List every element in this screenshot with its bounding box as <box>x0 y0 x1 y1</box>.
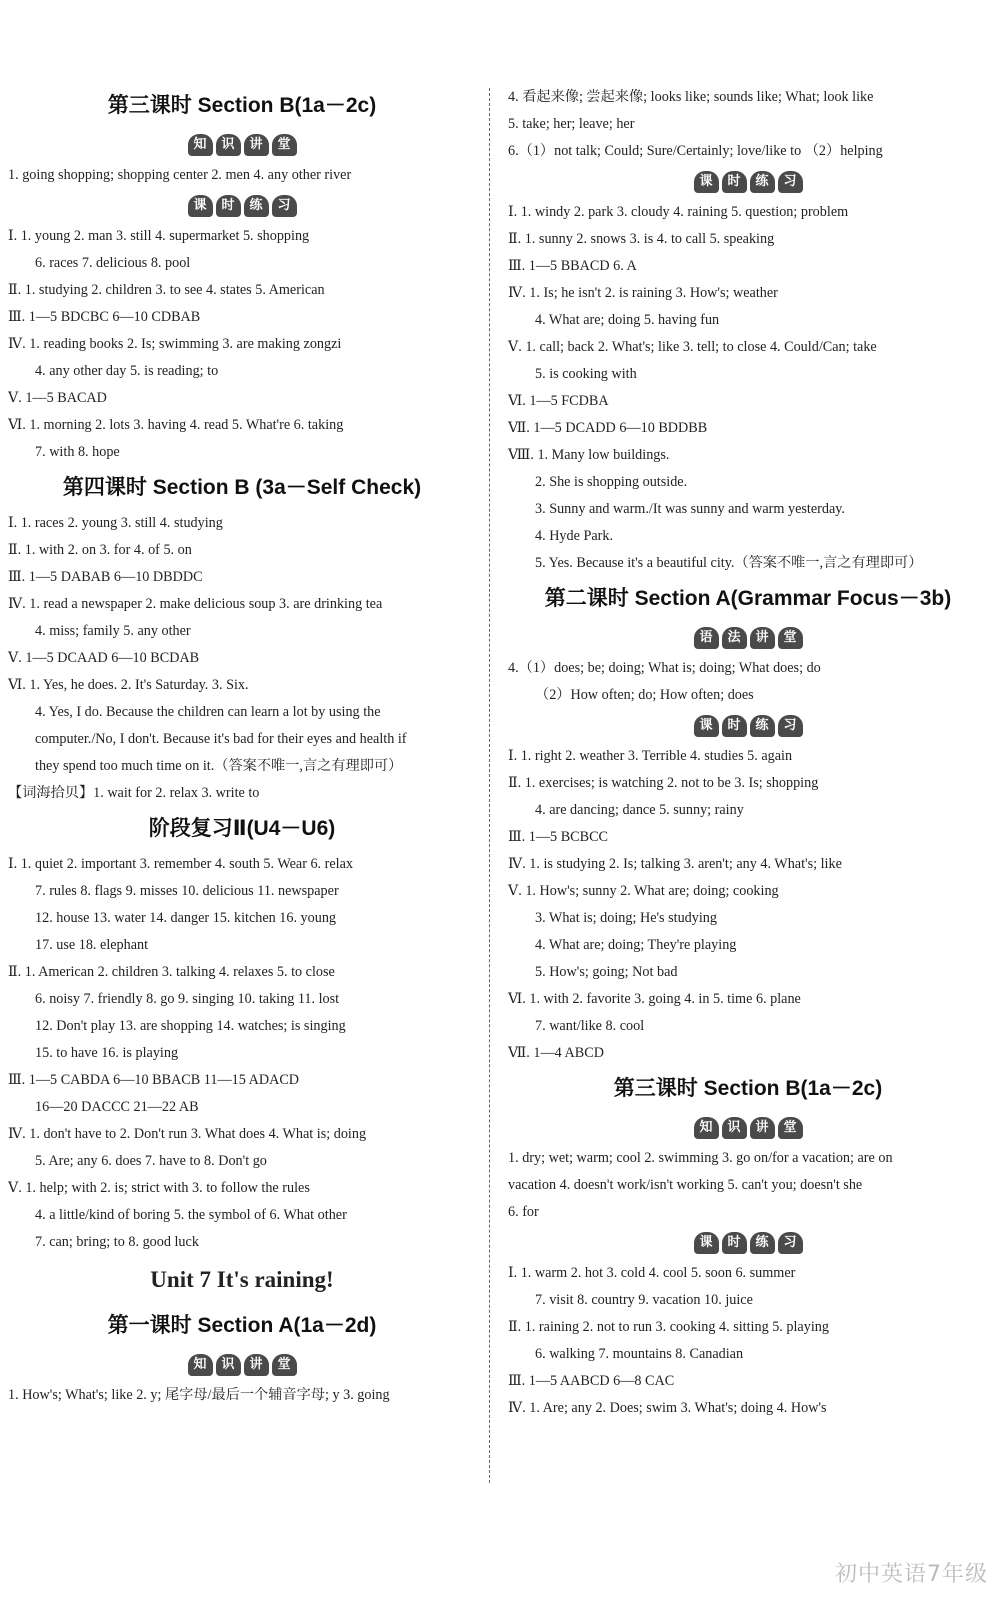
answer-line: 4. are dancing; dance 5. sunny; rainy <box>535 802 744 818</box>
answer-line: 4. miss; family 5. any other <box>35 623 191 639</box>
section-badge <box>500 1226 996 1260</box>
answer-line: Ⅵ. 1—5 FCDBA <box>508 393 609 409</box>
badge-glyph: 识 <box>216 134 241 156</box>
answer-line: Ⅶ. 1—4 ABCD <box>508 1045 604 1061</box>
answer-line: 6.（1）not talk; Could; Sure/Certainly; love/like to （2）helping <box>508 143 883 159</box>
badge-glyph: 堂 <box>272 1354 297 1376</box>
answer-line: Ⅲ. 1—5 BBACD 6. A <box>508 258 637 274</box>
answer-line: Ⅷ. 1. Many low buildings. <box>508 447 670 463</box>
answer-line: Ⅰ. 1. right 2. weather 3. Terrible 4. studies 5. again <box>508 748 793 764</box>
section-heading: 第四课时 Section B (3a－Self Check) <box>62 476 422 499</box>
badge-glyph: 讲 <box>244 1354 269 1376</box>
badge-glyph: 堂 <box>778 1117 803 1139</box>
answer-line: 7. want/like 8. cool <box>535 1018 645 1034</box>
answer-line: computer./No, I don't. Because it's bad for their eyes and health if <box>35 731 407 747</box>
answer-line: 6. noisy 7. friendly 8. go 9. singing 10. taking 11. lost <box>35 991 340 1007</box>
badge-glyph: 堂 <box>778 627 803 649</box>
left-column <box>0 84 484 1409</box>
answer-line: Ⅳ. 1. read a newspaper 2. make delicious soup 3. are drinking tea <box>8 596 383 612</box>
answer-line: Ⅱ. 1. studying 2. children 3. to see 4. states 5. American <box>8 282 325 298</box>
column-divider <box>489 88 490 1483</box>
badge-glyph: 练 <box>750 171 775 193</box>
answer-line: Ⅴ. 1. help; with 2. is; strict with 3. to follow the rules <box>8 1180 310 1196</box>
answer-line: they spend too much time on it.（答案不唯一,言之有理即可） <box>35 758 403 774</box>
answer-line: 6. races 7. delicious 8. pool <box>35 255 191 271</box>
section-badge <box>500 1111 996 1145</box>
badge-glyph: 法 <box>722 627 747 649</box>
badge-glyph: 讲 <box>750 627 775 649</box>
page-footer <box>796 1530 996 1600</box>
answer-line: 4. Hyde Park. <box>535 528 614 544</box>
right-column <box>500 84 996 1422</box>
badge-glyph: 时 <box>722 1232 747 1254</box>
answer-line: 3. What is; doing; He's studying <box>535 910 717 926</box>
section-badge <box>0 189 484 223</box>
answer-line: Ⅴ. 1—5 DCAAD 6—10 BCDAB <box>8 650 200 666</box>
badge-glyph: 知 <box>188 1354 213 1376</box>
section-heading: 阶段复习Ⅱ(U4－U6) <box>148 817 336 840</box>
answer-line: vacation 4. doesn't work/isn't working 5. can't you; doesn't she <box>508 1177 863 1193</box>
answer-line: 16—20 DACCC 21—22 AB <box>35 1099 199 1115</box>
answer-line: 1. How's; What's; like 2. y; 尾字母/最后一个辅音字母; y 3. going <box>8 1387 390 1403</box>
answer-line: 5. is cooking with <box>535 366 637 382</box>
answer-line: Ⅳ. 1. reading books 2. Is; swimming 3. are making zongzi <box>8 336 342 352</box>
answer-line: Ⅳ. 1. Are; any 2. Does; swim 3. What's; doing 4. How's <box>508 1400 827 1416</box>
section-heading: 第二课时 Section A(Grammar Focus－3b) <box>544 587 952 610</box>
badge-glyph: 练 <box>244 195 269 217</box>
badge-glyph: 习 <box>778 715 803 737</box>
badge-glyph: 时 <box>216 195 241 217</box>
answer-line: 6. for <box>508 1204 539 1220</box>
answer-line: Ⅲ. 1—5 BDCBC 6—10 CDBAB <box>8 309 201 325</box>
answer-line: 6. walking 7. mountains 8. Canadian <box>535 1346 744 1362</box>
badge-glyph: 练 <box>750 1232 775 1254</box>
answer-line: 12. house 13. water 14. danger 15. kitchen 16. young <box>35 910 337 926</box>
answer-line: 7. with 8. hope <box>35 444 120 460</box>
badge-glyph: 习 <box>778 1232 803 1254</box>
answer-line: Ⅰ. 1. warm 2. hot 3. cold 4. cool 5. soon 6. summer <box>508 1265 796 1281</box>
answer-line: 5. take; her; leave; her <box>508 116 635 132</box>
badge-glyph: 课 <box>694 715 719 737</box>
badge-glyph: 识 <box>216 1354 241 1376</box>
answer-line: Ⅱ. 1. sunny 2. snows 3. is 4. to call 5. speaking <box>508 231 775 247</box>
answer-line: Ⅲ. 1—5 DABAB 6—10 DBDDC <box>8 569 203 585</box>
answer-line: Ⅳ. 1. don't have to 2. Don't run 3. What does 4. What is; doing <box>8 1126 367 1142</box>
answer-line: 2. She is shopping outside. <box>535 474 688 490</box>
answer-line: Ⅵ. 1. morning 2. lots 3. having 4. read 5. What're 6. taking <box>8 417 344 433</box>
answer-line: Ⅲ. 1—5 BCBCC <box>508 829 609 845</box>
answer-line: Ⅳ. 1. Is; he isn't 2. is raining 3. How's; weather <box>508 285 778 301</box>
answer-line: Ⅴ. 1. How's; sunny 2. What are; doing; cooking <box>508 883 779 899</box>
answer-line: Ⅱ. 1. with 2. on 3. for 4. of 5. on <box>8 542 192 558</box>
answer-line: 5. Are; any 6. does 7. have to 8. Don't go <box>35 1153 267 1169</box>
answer-line: Ⅰ. 1. races 2. young 3. still 4. studying <box>8 515 223 531</box>
answer-line: 【词海拾贝】1. wait for 2. relax 3. write to <box>8 785 260 801</box>
answer-line: （2）How often; do; How often; does <box>535 687 754 703</box>
badge-glyph: 知 <box>694 1117 719 1139</box>
answer-line: Ⅰ. 1. windy 2. park 3. cloudy 4. raining 5. question; problem <box>508 204 849 220</box>
answer-line: Ⅵ. 1. Yes, he does. 2. It's Saturday. 3. Six. <box>8 677 249 693</box>
section-badge <box>0 1348 484 1382</box>
answer-line: 4. 看起来像; 尝起来像; looks like; sounds like; What; look like <box>508 89 874 105</box>
badge-glyph: 习 <box>272 195 297 217</box>
answer-line: Ⅱ. 1. exercises; is watching 2. not to be 3. Is; shopping <box>508 775 819 791</box>
answer-line: 15. to have 16. is playing <box>35 1045 179 1061</box>
unit-title: Unit 7 It's raining! <box>150 1267 334 1292</box>
answer-line: 4. What are; doing 5. having fun <box>535 312 720 328</box>
answer-line: 12. Don't play 13. are shopping 14. watches; is singing <box>35 1018 346 1034</box>
answer-line: Ⅱ. 1. American 2. children 3. talking 4. relaxes 5. to close <box>8 964 335 980</box>
answer-line: Ⅲ. 1—5 AABCD 6—8 CAC <box>508 1373 675 1389</box>
badge-glyph: 讲 <box>750 1117 775 1139</box>
answer-line: 3. Sunny and warm./It was sunny and warm yesterday. <box>535 501 845 517</box>
answer-line: 5. Yes. Because it's a beautiful city.（答案不唯一,言之有理即可） <box>535 555 923 571</box>
answer-line: 4. a little/kind of boring 5. the symbol of 6. What other <box>35 1207 347 1223</box>
answer-line: Ⅵ. 1. with 2. favorite 3. going 4. in 5. time 6. plane <box>508 991 801 1007</box>
answer-line: Ⅴ. 1. call; back 2. What's; like 3. tell; to close 4. Could/Can; take <box>508 339 877 355</box>
answer-line: 17. use 18. elephant <box>35 937 149 953</box>
badge-glyph: 时 <box>722 715 747 737</box>
answer-line: Ⅳ. 1. is studying 2. Is; talking 3. aren't; any 4. What's; like <box>508 856 842 872</box>
badge-glyph: 语 <box>694 627 719 649</box>
section-heading: 第三课时 Section B(1a－2c) <box>107 94 377 117</box>
answer-line: 7. visit 8. country 9. vacation 10. juice <box>535 1292 753 1308</box>
answer-line: 1. dry; wet; warm; cool 2. swimming 3. go on/for a vacation; are on <box>508 1150 893 1166</box>
section-badge <box>500 165 996 199</box>
answer-line: 7. rules 8. flags 9. misses 10. delicious 11. newspaper <box>35 883 339 899</box>
answer-line: 4. What are; doing; They're playing <box>535 937 737 953</box>
badge-glyph: 课 <box>694 171 719 193</box>
answer-line: Ⅱ. 1. raining 2. not to run 3. cooking 4. sitting 5. playing <box>508 1319 829 1335</box>
section-badge <box>0 128 484 162</box>
footer-text: 初中英语7年级 <box>835 1562 988 1587</box>
answer-line: 4. any other day 5. is reading; to <box>35 363 219 379</box>
badge-glyph: 习 <box>778 171 803 193</box>
answer-line: 5. How's; going; Not bad <box>535 964 678 980</box>
badge-glyph: 课 <box>188 195 213 217</box>
answer-line: 1. going shopping; shopping center 2. men 4. any other river <box>8 167 352 183</box>
answer-line: Ⅴ. 1—5 BACAD <box>8 390 107 406</box>
badge-glyph: 时 <box>722 171 747 193</box>
badge-glyph: 知 <box>188 134 213 156</box>
section-heading: 第三课时 Section B(1a－2c) <box>613 1077 883 1100</box>
answer-line: 7. can; bring; to 8. good luck <box>35 1234 199 1250</box>
badge-glyph: 识 <box>722 1117 747 1139</box>
badge-glyph: 讲 <box>244 134 269 156</box>
badge-glyph: 练 <box>750 715 775 737</box>
section-badge <box>500 621 996 655</box>
answer-line: 4.（1）does; be; doing; What is; doing; What does; do <box>508 660 821 676</box>
answer-line: 4. Yes, I do. Because the children can learn a lot by using the <box>35 704 381 720</box>
answer-line: Ⅶ. 1—5 DCADD 6—10 BDDBB <box>508 420 708 436</box>
section-heading: 第一课时 Section A(1a－2d) <box>107 1314 377 1337</box>
badge-glyph: 堂 <box>272 134 297 156</box>
badge-glyph: 课 <box>694 1232 719 1254</box>
section-badge <box>500 709 996 743</box>
answer-line: Ⅰ. 1. quiet 2. important 3. remember 4. south 5. Wear 6. relax <box>8 856 354 872</box>
answer-line: Ⅲ. 1—5 CABDA 6—10 BBACB 11—15 ADACD <box>8 1072 300 1088</box>
answer-line: Ⅰ. 1. young 2. man 3. still 4. supermarket 5. shopping <box>8 228 310 244</box>
